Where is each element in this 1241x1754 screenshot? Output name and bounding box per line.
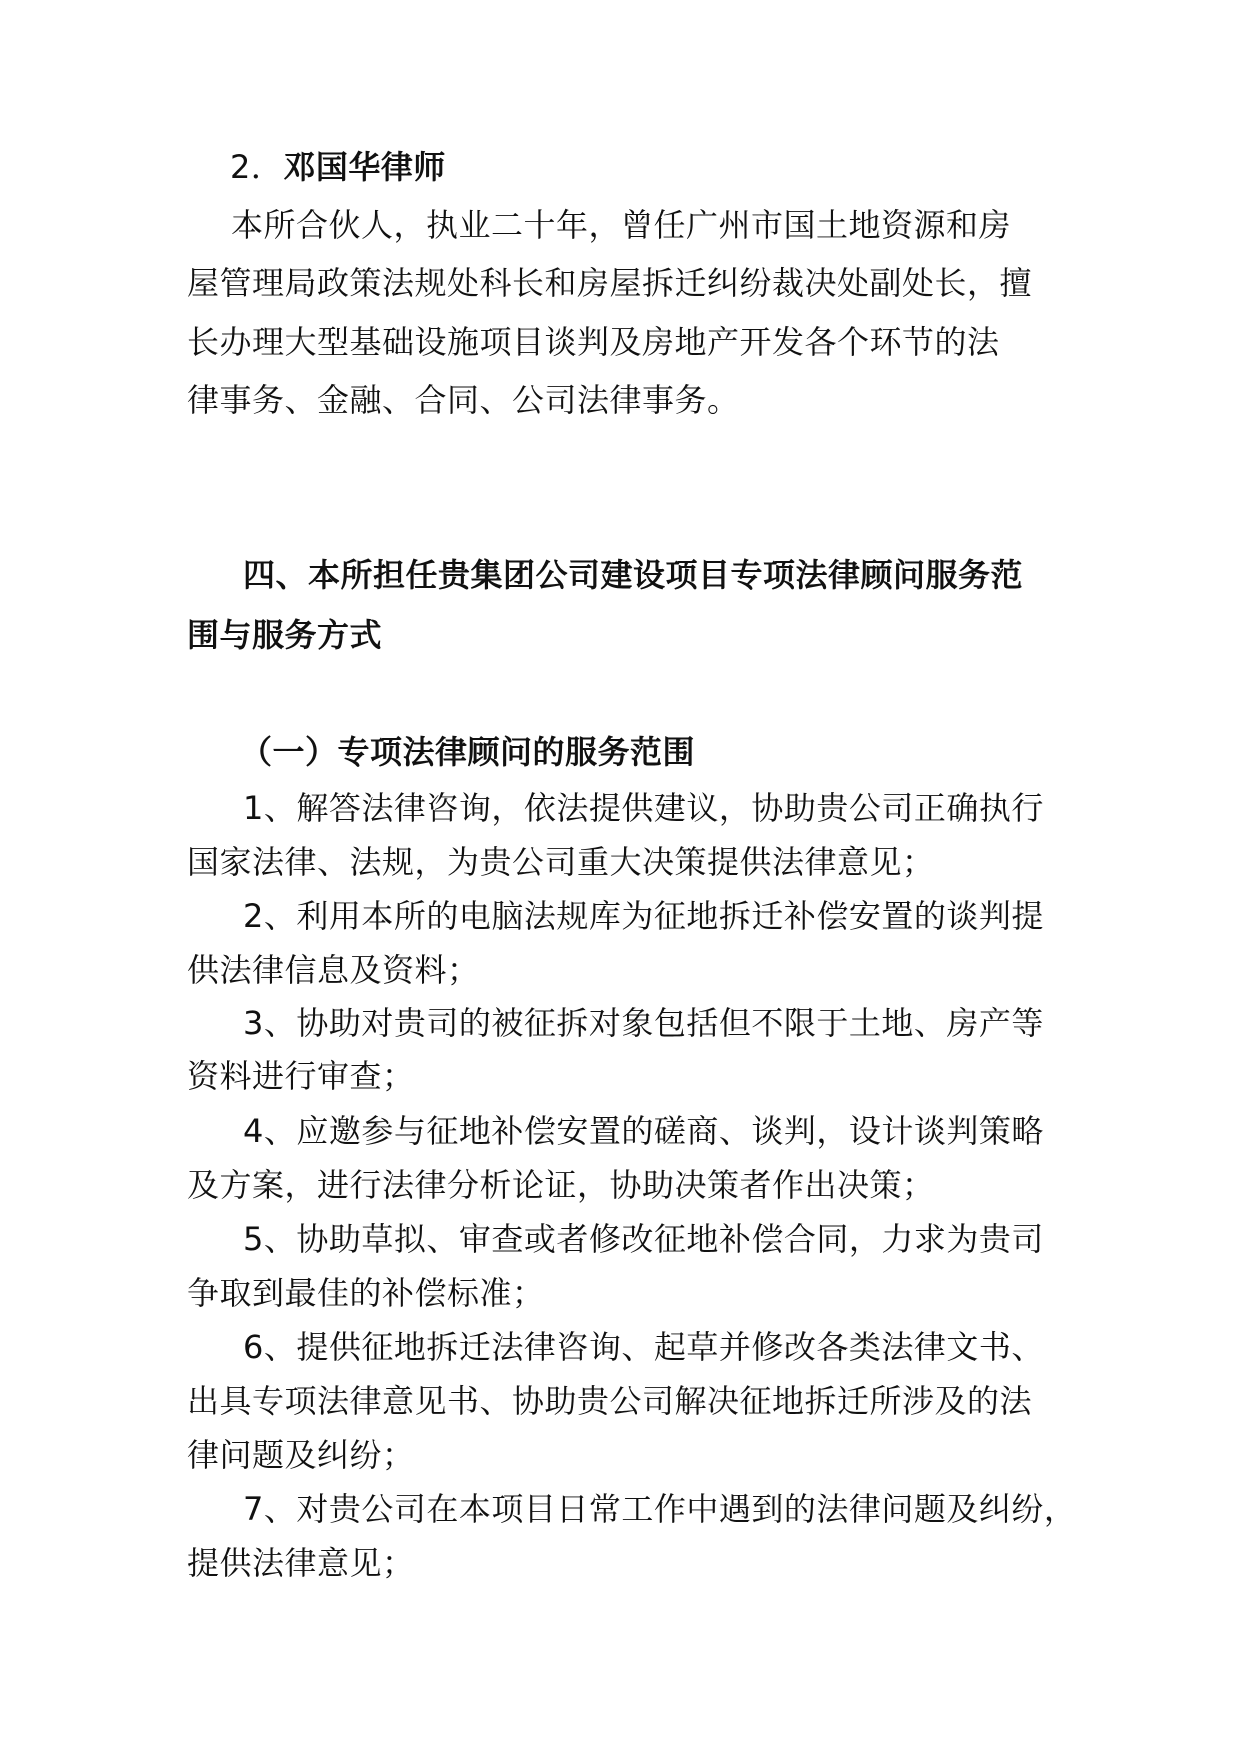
- bio-line: 屋管理局政策法规处科长和房屋拆迁纠纷裁决处副处长，擅: [187, 264, 1033, 302]
- item-line: 资料进行审查；: [187, 1057, 415, 1095]
- bio-line: 律事务、金融、合同、公司法律事务。: [187, 381, 740, 419]
- item-line: 7、对贵公司在本项目日常工作中遇到的法律问题及纠纷，: [243, 1490, 1077, 1528]
- bio-line: 本所合伙人，执业二十年，曾任广州市国土地资源和房: [231, 206, 1012, 244]
- item-line: 供法律信息及资料；: [187, 951, 480, 989]
- lawyer-heading: [230, 147, 446, 187]
- item-line: 4、应邀参与征地补偿安置的磋商、谈判，设计谈判策略: [243, 1112, 1044, 1150]
- subsection-heading: （一）专项法律顾问的服务范围: [240, 733, 696, 771]
- item-line: 2、利用本所的电脑法规库为征地拆迁补偿安置的谈判提: [243, 897, 1044, 935]
- section-heading-line: 四、本所担任贵集团公司建设项目专项法律顾问服务范: [243, 556, 1024, 594]
- item-line: 争取到最佳的补偿标准；: [187, 1274, 545, 1312]
- item-line: 律问题及纠纷；: [187, 1436, 415, 1474]
- item-line: 3、协助对贵司的被征拆对象包括但不限于土地、房产等: [243, 1004, 1044, 1042]
- lawyer-name: 邓国华律师: [283, 148, 446, 186]
- lawyer-number: 2．: [230, 148, 284, 186]
- item-line: 提供法律意见；: [187, 1544, 415, 1582]
- item-line: 6、提供征地拆迁法律咨询、起草并修改各类法律文书、: [243, 1328, 1044, 1366]
- bio-line: 长办理大型基础设施项目谈判及房地产开发各个环节的法: [187, 323, 1000, 361]
- item-line: 出具专项法律意见书、协助贵公司解决征地拆迁所涉及的法: [187, 1382, 1033, 1420]
- item-line: 国家法律、法规，为贵公司重大决策提供法律意见；: [187, 843, 935, 881]
- section-heading-line: 围与服务方式: [187, 616, 383, 654]
- item-line: 及方案，进行法律分析论证，协助决策者作出决策；: [187, 1166, 935, 1204]
- item-line: 5、协助草拟、审查或者修改征地补偿合同，力求为贵司: [243, 1220, 1044, 1258]
- item-line: 1、解答法律咨询，依法提供建议，协助贵公司正确执行: [243, 789, 1044, 827]
